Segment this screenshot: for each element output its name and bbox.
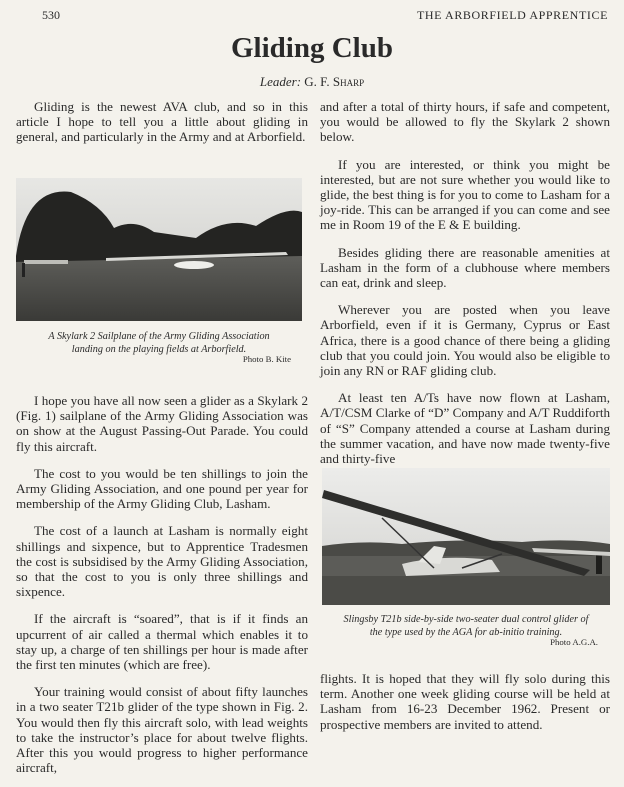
paragraph: If the aircraft is “soared”, that is if it finds an upcurrent of air called a thermal which enables it to stay up, a charge of ten shillings per hour is made after the first ten minutes (which are free). xyxy=(16,611,308,673)
caption-line: Slingsby T21b side-by-side two-seater dual control glider of xyxy=(343,614,589,625)
caption-line: A Skylark 2 Sailplane of the Army Gliding Association xyxy=(48,331,270,342)
t21b-photo-image xyxy=(322,468,610,605)
right-column-bottom xyxy=(320,671,610,744)
right-column-top xyxy=(320,99,610,478)
paragraph: The cost of a launch at Lasham is normally eight shillings and sixpence, but to Apprentice Tradesmen the cost is subsidised by the Army Gliding Association, so that the cost to you is only three shillings and sixpence. xyxy=(16,523,308,600)
figure2-credit: Photo A.G.A. xyxy=(550,637,598,647)
caption-line: the type used by the AGA for ab-initio training. xyxy=(369,627,563,638)
paragraph: The cost to you would be ten shillings to join the Army Gliding Association, and one pound per year for membership of the Army Gliding Club, Lasham. xyxy=(16,465,308,512)
paragraph: flights. It is hoped that they will fly solo during this term. Another one week gliding course will be held at Lasham from 16-23 December 1962. Present or prospective members are invited to attend. xyxy=(320,671,610,732)
paragraph: and after a total of thirty hours, if safe and competent, you would be allowed to fly the Skylark 2 shown below. xyxy=(320,99,610,145)
article-leader xyxy=(0,74,624,90)
skylark-photo-image xyxy=(16,178,302,321)
figure2-caption xyxy=(322,613,610,639)
article-title: Gliding Club xyxy=(231,32,393,64)
leader-label: Leader: xyxy=(259,74,302,89)
running-title: THE ARBORFIELD APPRENTICE xyxy=(416,8,608,22)
paragraph: Wherever you are posted when you leave Arborfield, even if it is Germany, Cyprus or East Africa, there is a good chance of there being a gliding club that you could join. You would also be eligible to join any RN or RAF gliding club. xyxy=(320,302,610,379)
page-number: 530 xyxy=(42,8,60,22)
figure1-credit: Photo B. Kite xyxy=(242,354,291,364)
leader-name: G. F. Sharp xyxy=(304,74,365,89)
paragraph: Gliding is the newest AVA club, and so in this article I hope to tell you a little about gliding in general, and particularly in the Army and at Arborfield. xyxy=(16,99,308,145)
left-column-top xyxy=(16,99,308,157)
figure-t21b-photo xyxy=(322,468,610,605)
caption-line: landing on the playing fields at Arborfield. xyxy=(71,344,247,355)
paragraph: If you are interested, or think you might be interested, but are not sure whether you would like to glide, the best thing is for you to come to Lasham for a joy-ride. This can be arranged if you can come and see me in Room 19 of the E & E building. xyxy=(320,156,610,233)
left-column-bottom xyxy=(16,393,308,787)
paragraph: Your training would consist of about fifty launches in a two seater T21b glider of the type shown in Fig. 2. You would then fly this aircraft solo, with lead weights to take the instructor’s place for about twelve flights. After this you would progress to higher performance aircraft, xyxy=(16,684,308,776)
figure-skylark-photo xyxy=(16,178,302,321)
paragraph: I hope you have all now seen a glider as a Skylark 2 (Fig. 1) sailplane of the Army Gliding Association was on show at the August Passing-Out Parade. You could fly this aircraft. xyxy=(16,393,308,454)
paragraph: At least ten A/Ts have now flown at Lasham, A/T/CSM Clarke of “D” Company and A/T Ruddiforth of “S” Company attended a course at Lasham during the summer vacation, and have now made twenty-five and thirty-five xyxy=(320,390,610,467)
paragraph: Besides gliding there are reasonable amenities at Lasham in the form of a clubhouse where members can eat, drink and sleep. xyxy=(320,244,610,291)
figure1-caption xyxy=(16,330,302,356)
